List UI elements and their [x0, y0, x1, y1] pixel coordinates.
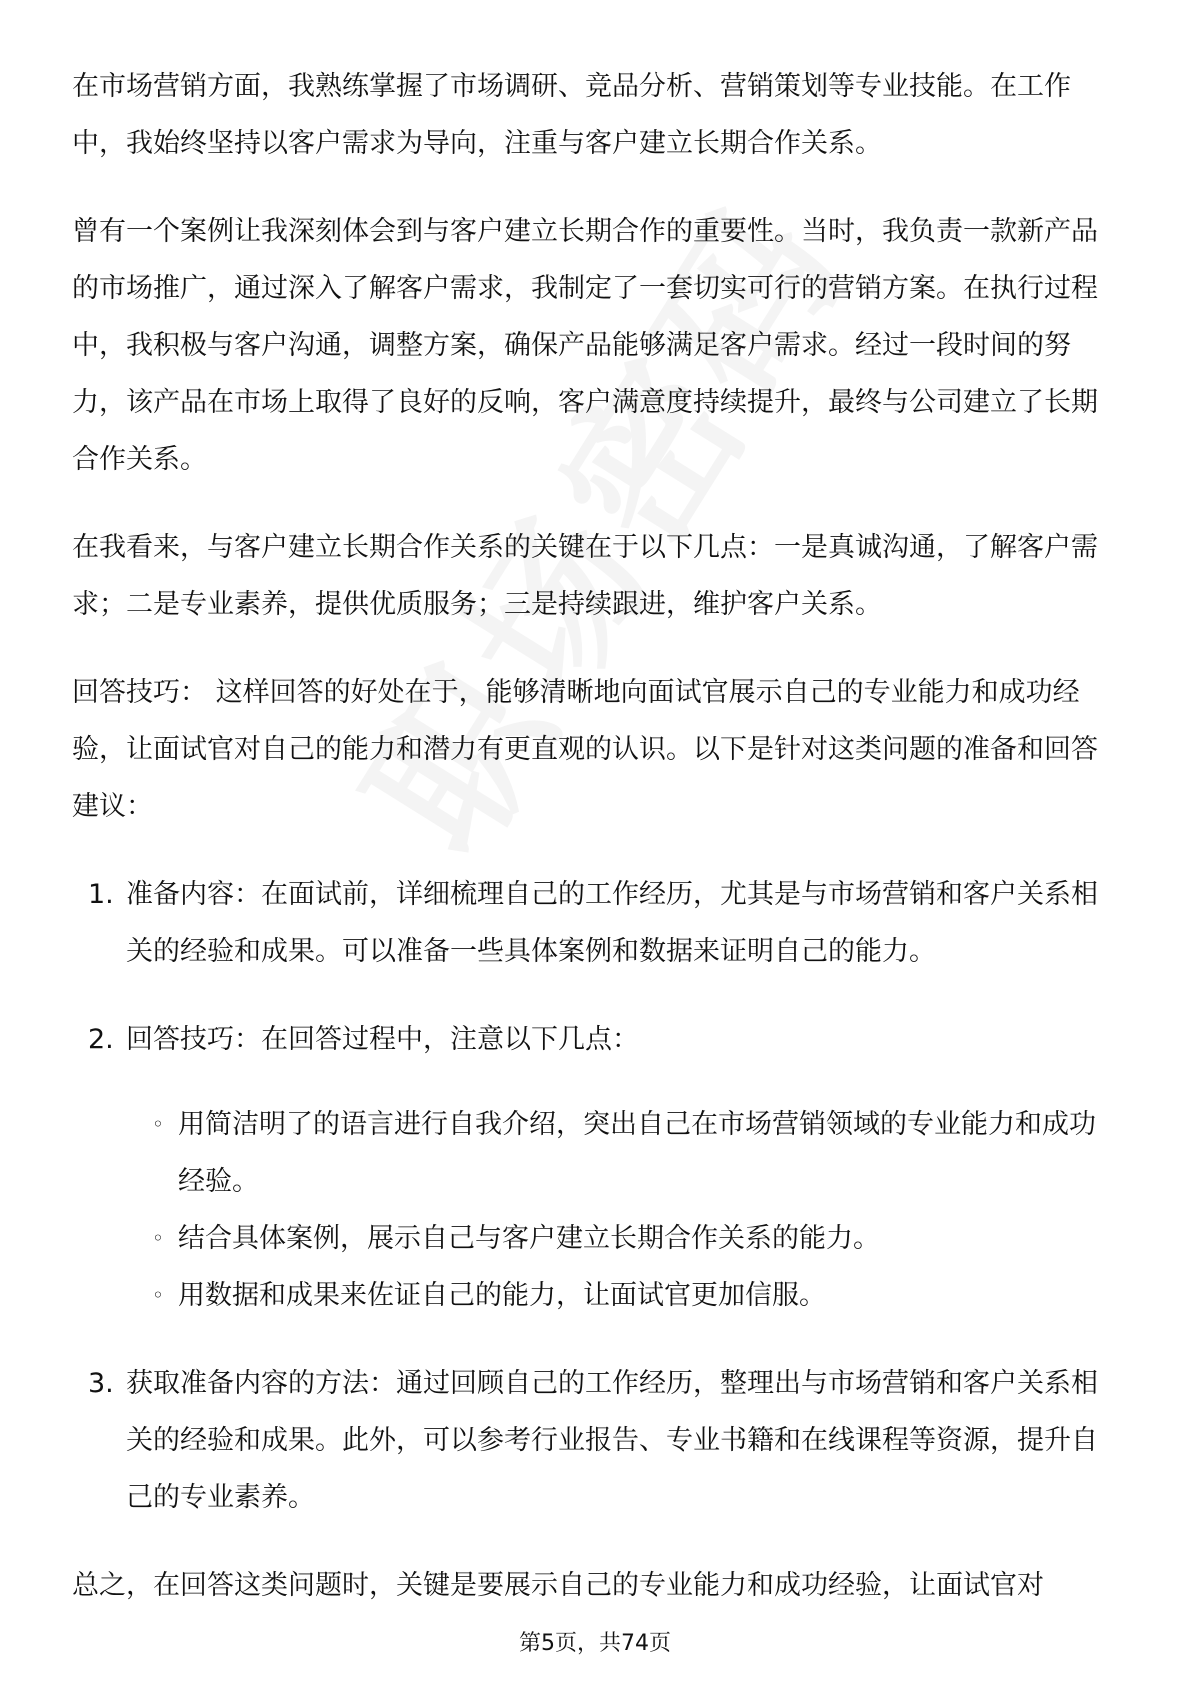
bullet-text: 用简洁明了的语言进行自我介绍，突出自己在市场营销领域的专业能力和成功经验。 [178, 1109, 1096, 1197]
bullet-text: 用数据和成果来佐证自己的能力，让面试官更加信服。 [178, 1280, 826, 1311]
list-item-text: 准备内容：在面试前，详细梳理自己的工作经历，尤其是与市场营销和客户关系相关的经验和成果。可以准备一些具体案例和数据来证明自己的能力。 [126, 879, 1098, 967]
paragraph-answer-tips: 回答技巧： 这样回答的好处在于，能够清晰地向面试官展示自己的专业能力和成功经验，让面试官对自己的能力和潜力有更直观的认识。以下是针对这类问题的准备和回答建议： [72, 677, 1098, 822]
list-number: 3. [88, 1368, 114, 1399]
list-item-how-to-prepare [72, 1355, 1122, 1526]
paragraph-summary: 总之，在回答这类问题时，关键是要展示自己的专业能力和成功经验，让面试官对 [72, 1570, 1044, 1601]
document-body [72, 58, 1122, 1645]
bullet-circle-icon: ◦ [152, 1226, 164, 1250]
list-number: 1. [88, 879, 114, 910]
list-number: 2. [88, 1024, 114, 1055]
paragraph-marketing-skills: 在市场营销方面，我熟练掌握了市场调研、竞品分析、营销策划等专业技能。在工作中，我始终坚持以客户需求为导向，注重与客户建立长期合作关系。 [72, 71, 1071, 159]
list-item-text: 获取准备内容的方法：通过回顾自己的工作经历，整理出与市场营销和客户关系相关的经验和成果。此外，可以参考行业报告、专业书籍和在线课程等资源，提升自己的专业素养。 [126, 1368, 1098, 1513]
sub-bullet-list [72, 1096, 1122, 1324]
paragraph-key-points: 在我看来，与客户建立长期合作关系的关键在于以下几点：一是真诚沟通，了解客户需求；二是专业素养，提供优质服务；三是持续跟进，维护客户关系。 [72, 532, 1098, 620]
bullet-item [72, 1096, 1122, 1210]
list-item-answer-skills [72, 1011, 1122, 1068]
bullet-circle-icon: ◦ [152, 1112, 164, 1136]
list-item-prepare [72, 866, 1122, 980]
bullet-text: 结合具体案例，展示自己与客户建立长期合作关系的能力。 [178, 1223, 880, 1254]
bullet-circle-icon: ◦ [152, 1283, 164, 1307]
list-item-text: 回答技巧：在回答过程中，注意以下几点： [126, 1024, 639, 1055]
bullet-item [72, 1267, 1122, 1324]
page-number-footer: 第5页，共74页 [519, 1631, 671, 1656]
bullet-item [72, 1210, 1122, 1267]
paragraph-case-study: 曾有一个案例让我深刻体会到与客户建立长期合作的重要性。当时，我负责一款新产品的市场推广，通过深入了解客户需求，我制定了一套切实可行的营销方案。在执行过程中，我积极与客户沟通，调整方案，确保产品能够满足客户需求。经过一段时间的努力，该产品在市场上取得了良好的反响，客户满意度持续提升，最终与公司建立了长期合作关系。 [72, 216, 1098, 475]
